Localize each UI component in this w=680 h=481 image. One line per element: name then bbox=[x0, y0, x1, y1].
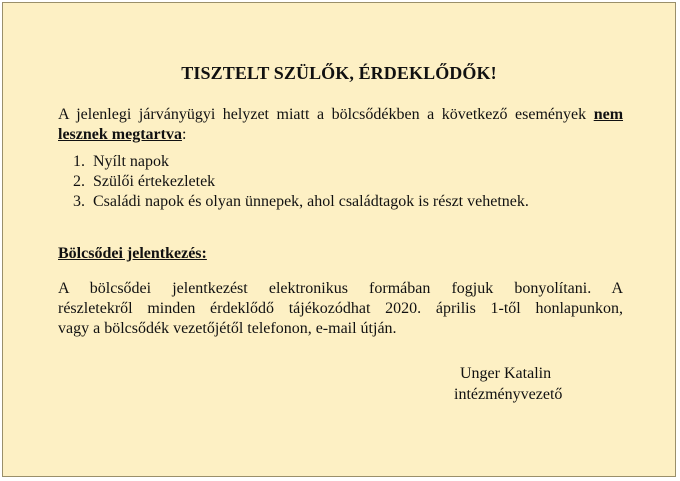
list-item-number: 3. bbox=[73, 193, 85, 210]
registration-paragraph bbox=[58, 279, 623, 339]
intro-emphasis: nem lesznek megtartva bbox=[58, 106, 624, 143]
registration-line: részletekről minden érdeklődő tájékozódhat 2020. április 1-től honlapunkon, bbox=[58, 300, 623, 317]
notice-title: TISZTELT SZÜLŐK, ÉRDEKLŐDŐK! bbox=[181, 63, 497, 83]
registration-heading: Bölcsődei jelentkezés: bbox=[58, 245, 207, 262]
notice-page bbox=[2, 2, 676, 477]
list-item-number: 1. bbox=[73, 153, 85, 170]
signature-role: intézményvezető bbox=[454, 386, 563, 403]
list-item bbox=[73, 192, 529, 212]
intro-text: A jelenlegi járványügyi helyzet miatt a bölcsődékben a következő események bbox=[58, 106, 587, 123]
intro-paragraph bbox=[58, 105, 623, 145]
list-item bbox=[73, 152, 529, 172]
registration-line: vagy a bölcsődék vezetőjétől telefonon, e-mail útján. bbox=[58, 320, 397, 337]
registration-line: A bölcsődei jelentkezést elektronikus formában fogjuk bonyolítani. A bbox=[58, 280, 623, 297]
list-item-text: Nyílt napok bbox=[93, 153, 169, 170]
cancelled-events-list bbox=[73, 152, 529, 212]
intro-end: : bbox=[181, 126, 187, 143]
list-item-number: 2. bbox=[73, 173, 85, 190]
list-item bbox=[73, 172, 529, 192]
signature-name: Unger Katalin bbox=[460, 365, 552, 382]
list-item-text: Szülői értekezletek bbox=[93, 173, 216, 190]
list-item-text: Családi napok és olyan ünnepek, ahol családtagok is részt vehetnek. bbox=[93, 193, 529, 210]
